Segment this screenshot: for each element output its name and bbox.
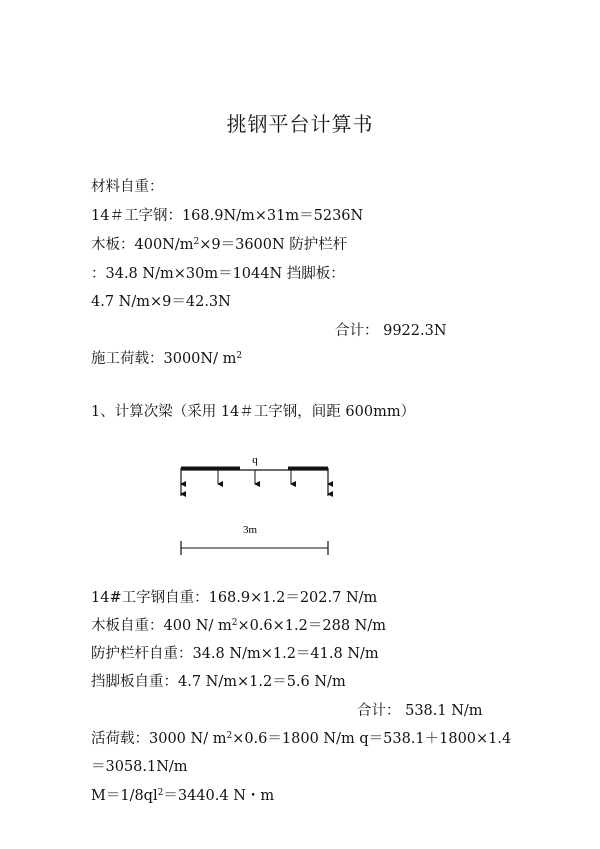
calc-line-1: 14#工字钢自重：168.9×1.2＝202.7 N/m [91,590,378,606]
beam-load-diagram [170,448,350,563]
section-1-heading: 1、计算次梁（采用 14＃工字钢，间距 600mm） [91,404,416,420]
calc-line-4: 挡脚板自重：4.7 N/m×1.2＝5.6 N/m [91,674,346,690]
live-load-continuation: ＝3058.1N/m [91,759,188,775]
calc-line-3: 防护栏杆自重：34.8 N/m×1.2＝41.8 N/m [91,646,379,662]
materials-line-1: 14＃工字钢：168.9N/m×31m＝5236N [91,208,364,224]
calc-line-2: 木板自重：400 N/ $m^2\times 0.6\times 1.2=288$ N/m [91,618,386,634]
construction-load: 施工荷载：3000N/ $m^2$ [91,351,243,367]
materials-line-3: ：34.8 N/m×30m＝1044N 挡脚板： [91,266,345,282]
materials-heading: 材料自重： [91,179,164,195]
materials-line-4: 4.7 N/m×9＝42.3N [91,294,231,310]
load-label: q [252,454,258,466]
page-title: 挑钢平台计算书 [226,112,374,136]
live-load-line: 活荷载：3000 N/ $m^2\times 0.6=1800$ N/m q＝538.1＋1800×1.4 [91,731,512,747]
moment-line: $M=1/8ql^2=3440.4$ N・m [91,788,275,804]
materials-line-2: 木板：$400N/m^2\times 9=3600N$ 防护栏杆 [91,237,348,253]
materials-total: 合计： 9922.3N [335,323,447,339]
calc-total: 合计： 538.1 N/m [357,703,483,719]
span-label: 3m [242,524,258,536]
